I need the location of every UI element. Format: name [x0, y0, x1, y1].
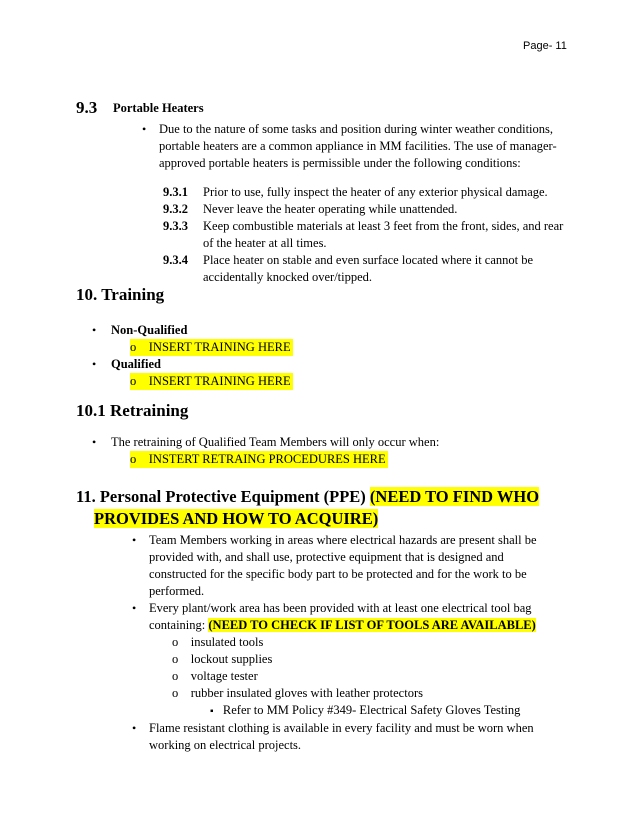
circle-bullet-icon: o — [130, 340, 137, 354]
ppe-b1-line-2: provided with, and shall use, protective equipment that is designed and — [149, 550, 504, 564]
item-number: 9.3.3 — [163, 219, 188, 233]
s93-item-2 — [163, 201, 457, 218]
circle-bullet-icon: o — [172, 652, 179, 666]
tool-item — [172, 685, 423, 702]
section-9-3-title: Portable Heaters — [113, 101, 204, 115]
item-text: Prior to use, fully inspect the heater of any exterior physical damage. — [203, 185, 548, 199]
qualified-training-item — [130, 373, 293, 390]
s93-item-1 — [163, 184, 548, 201]
retraining-procedure-item — [130, 451, 388, 468]
section-11-title: 11. Personal Protective Equipment (PPE) — [76, 487, 370, 506]
section-11-heading-line-2 — [94, 508, 378, 530]
section-9-3-number: 9.3 — [76, 98, 98, 117]
bullet-icon: • — [132, 533, 137, 547]
s93-item-3 — [163, 218, 563, 235]
section-10-1-title: 10.1 Retraining — [76, 401, 189, 420]
item-number: 9.3.4 — [163, 253, 188, 267]
item-text: INSERT TRAINING HERE — [148, 340, 291, 354]
item-number: 9.3.1 — [163, 185, 188, 199]
bullet-icon: • — [132, 721, 137, 735]
ppe-b2-line-2 — [149, 617, 536, 634]
square-bullet-icon: ▪ — [210, 706, 214, 717]
item-text: Place heater on stable and even surface located where it cannot be — [203, 253, 534, 267]
section-10-title: 10. Training — [76, 285, 165, 304]
bullet-icon: • — [92, 357, 97, 371]
ppe-b3-line-2: working on electrical projects. — [149, 738, 302, 752]
item-text: rubber insulated gloves with leather protectors — [190, 686, 423, 700]
item-text: Never leave the heater operating while unattended. — [203, 202, 458, 216]
ppe-b1-line-1: Team Members working in areas where electrical hazards are present shall be — [149, 533, 537, 547]
tool-item — [172, 668, 258, 685]
ppe-b2-text: containing: — [149, 618, 209, 632]
tool-reference — [210, 702, 520, 720]
bullet-icon: • — [132, 601, 137, 615]
page-number: Page- 11 — [523, 40, 567, 52]
tool-item — [172, 651, 272, 668]
s93-item-4-line-2: accidentally knocked over/tipped. — [203, 270, 373, 284]
circle-bullet-icon: o — [130, 374, 137, 388]
item-text: lockout supplies — [190, 652, 273, 666]
ppe-b2-note: (NEED TO CHECK IF LIST OF TOOLS ARE AVAILABLE) — [208, 618, 536, 632]
ppe-b2-line-1: Every plant/work area has been provided with at least one electrical tool bag — [149, 601, 532, 615]
ppe-b1-line-4: performed. — [149, 584, 205, 598]
item-number: 9.3.2 — [163, 202, 188, 216]
item-text: Keep combustible materials at least 3 feet from the front, sides, and rear — [203, 219, 564, 233]
nonqualified-label: Non-Qualified — [111, 323, 188, 337]
s93-item-4 — [163, 252, 533, 269]
circle-bullet-icon: o — [172, 669, 179, 683]
s93-intro-line-2: portable heaters are a common appliance in MM facilities. The use of manager- — [159, 139, 557, 153]
item-text: Refer to MM Policy #349- Electrical Safety Gloves Testing — [222, 703, 521, 717]
s93-intro-line-3: approved portable heaters is permissible under the following conditions: — [159, 156, 521, 170]
bullet-icon: • — [92, 323, 97, 337]
circle-bullet-icon: o — [172, 635, 179, 649]
s93-intro-line-1: Due to the nature of some tasks and position during winter weather conditions, — [159, 122, 554, 136]
nonqualified-training-item — [130, 339, 293, 356]
circle-bullet-icon: o — [172, 686, 179, 700]
section-11-heading — [76, 486, 539, 508]
ppe-b1-line-3: constructed for the specific body part to be protected and for the work to be — [149, 567, 527, 581]
ppe-b3-line-1: Flame resistant clothing is available in every facility and must be worn when — [149, 721, 534, 735]
qualified-label: Qualified — [111, 357, 162, 371]
section-11-note: (NEED TO FIND WHO — [369, 487, 540, 506]
section-11-note-cont: PROVIDES AND HOW TO ACQUIRE) — [94, 509, 379, 528]
retraining-text: The retraining of Qualified Team Members will only occur when: — [111, 435, 440, 449]
bullet-icon: • — [142, 122, 147, 136]
tool-item — [172, 634, 263, 651]
item-text: voltage tester — [190, 669, 258, 683]
s93-item-3-line-2: of the heater at all times. — [203, 236, 327, 250]
item-text: INSERT TRAINING HERE — [148, 374, 291, 388]
bullet-icon: • — [92, 435, 97, 449]
item-text: insulated tools — [190, 635, 264, 649]
item-text: INSTERT RETRAING PROCEDURES HERE — [148, 452, 386, 466]
circle-bullet-icon: o — [130, 452, 137, 466]
